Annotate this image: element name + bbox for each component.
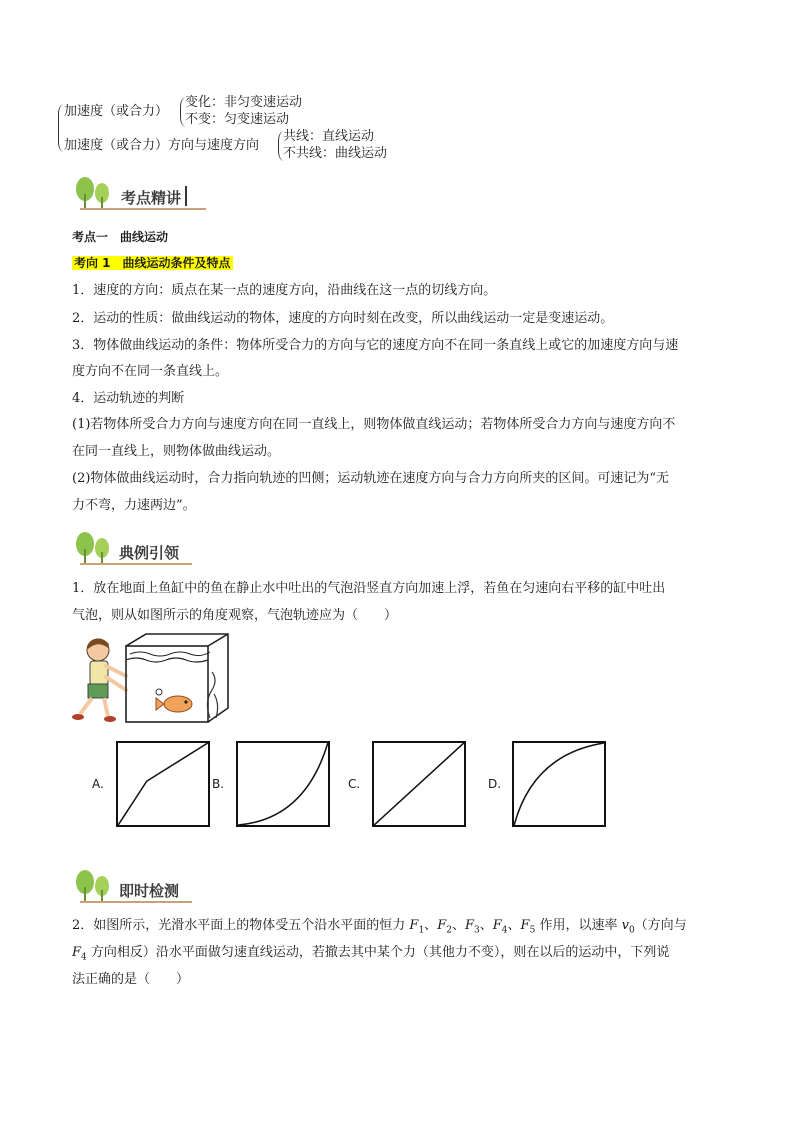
kaodian-p1: 1．速度的方向：质点在某一点的速度方向，沿曲线在这一点的切线方向。 — [72, 283, 497, 298]
q2-sep: 、 — [479, 918, 493, 933]
q2-line2-rest: 方向相反）沿水平面做匀速直线运动，若撤去其中某个力（其他力不变），则在以后的运动中，下列说 — [86, 945, 670, 960]
kaodian-p3b: 度方向不在同一条直线上。 — [72, 364, 229, 379]
q2-v0: v — [621, 918, 629, 933]
section-title-jishi: 即时检测 — [119, 882, 180, 900]
section-title-dianli: 典例引领 — [119, 544, 180, 562]
section-underline-1 — [80, 208, 206, 210]
q2-sep: 、 — [451, 918, 465, 933]
summary-row2-a: 共线：直线运动 — [283, 129, 375, 144]
option-c-label[interactable]: C. — [348, 777, 361, 791]
option-a-graph[interactable] — [116, 741, 210, 827]
kaodian-p6a: (2)物体做曲线运动时，合力指向轨迹的凹侧；运动轨迹在速度方向与合力方向所夹的区间。可速记为“无 — [72, 471, 670, 486]
q2-text-b: 作用，以速率 — [539, 918, 622, 933]
q2-sub-2: 2 — [446, 925, 452, 936]
section-title-kaodian: 考点精讲 — [121, 189, 182, 207]
q2-force-F5: F — [520, 918, 530, 933]
q2-force-F1: F — [409, 918, 419, 933]
option-b-graph[interactable] — [236, 741, 330, 827]
kaodian-p3a: 3．物体做曲线运动的条件：物体所受合力的方向与它的速度方向不在同一条直线上或它的加速度方向与速 — [72, 338, 679, 353]
tree-icon — [72, 531, 114, 565]
summary-row1-label: 加速度（或合力） — [64, 104, 169, 119]
q2-sub-1: 1 — [418, 925, 425, 936]
q2-text-c: （方向与 — [634, 918, 687, 933]
kaodian-p2: 2．运动的性质：做曲线运动的物体，速度的方向时刻在改变，所以曲线运动一定是变速运动。 — [72, 311, 614, 326]
fish-tank-illustration — [70, 632, 232, 726]
q2-line3: 法正确的是（ ） — [72, 972, 190, 987]
kaodian-p4: 4．运动轨迹的判断 — [72, 391, 185, 406]
summary-row2-b: 不共线：曲线运动 — [283, 146, 388, 161]
kaodian-p5a: (1)若物体所受合力方向与速度方向在同一直线上，则物体做直线运动；若物体所受合力方向与速度方向不 — [72, 417, 676, 432]
kaodian-title: 考点一 曲线运动 — [72, 230, 169, 244]
kaodian-p6b: 力不弯，力速两边”。 — [72, 498, 196, 513]
option-c-graph[interactable] — [372, 741, 466, 827]
q1-line1: 1．放在地面上鱼缸中的鱼在静止水中吐出的气泡沿竖直方向加速上浮，若鱼在匀速向右平移的缸中吐出 — [72, 581, 666, 596]
summary-row1-a: 变化：非匀变速运动 — [185, 95, 303, 110]
option-d-label[interactable]: D. — [488, 777, 502, 791]
option-a-label[interactable]: A. — [92, 777, 104, 791]
highlight-subtitle: 考向 1 曲线运动条件及特点 — [74, 256, 231, 270]
summary-row2-label: 加速度（或合力）方向与速度方向 — [64, 138, 260, 153]
option-b-label[interactable]: B. — [212, 777, 225, 791]
tree-icon — [72, 869, 114, 903]
q2-sub-4: 4 — [501, 925, 508, 936]
q2-sub-3: 3 — [474, 925, 480, 936]
q1-line2: 气泡，则从如图所示的角度观察，气泡轨迹应为（ ） — [72, 608, 398, 623]
section-underline-2 — [80, 563, 192, 565]
q2-line2 — [72, 944, 669, 967]
q2-sep: 、 — [507, 918, 521, 933]
q2-sub-5: 5 — [529, 925, 536, 936]
q2-v0-sub: 0 — [628, 925, 635, 936]
q2-line2-sub: 4 — [81, 952, 87, 963]
q2-force-F4: F — [492, 918, 502, 933]
q2-line2-F: F — [72, 945, 82, 960]
q2-force-F2: F — [437, 918, 447, 933]
q2-force-F3: F — [464, 918, 474, 933]
tree-icon — [72, 176, 114, 210]
q2-text-a: 2．如图所示，光滑水平面上的物体受五个沿水平面的恒力 — [72, 918, 410, 933]
kaodian-subtitle — [72, 254, 233, 272]
section-underline-3 — [80, 901, 192, 903]
summary-row1-b: 不变：匀变速运动 — [185, 112, 290, 127]
q2-sep: 、 — [424, 918, 438, 933]
q2-line1 — [72, 917, 687, 940]
option-d-graph[interactable] — [512, 741, 606, 827]
cursor-mark — [185, 186, 187, 206]
kaodian-p5b: 在同一直线上，则物体做曲线运动。 — [72, 444, 281, 459]
